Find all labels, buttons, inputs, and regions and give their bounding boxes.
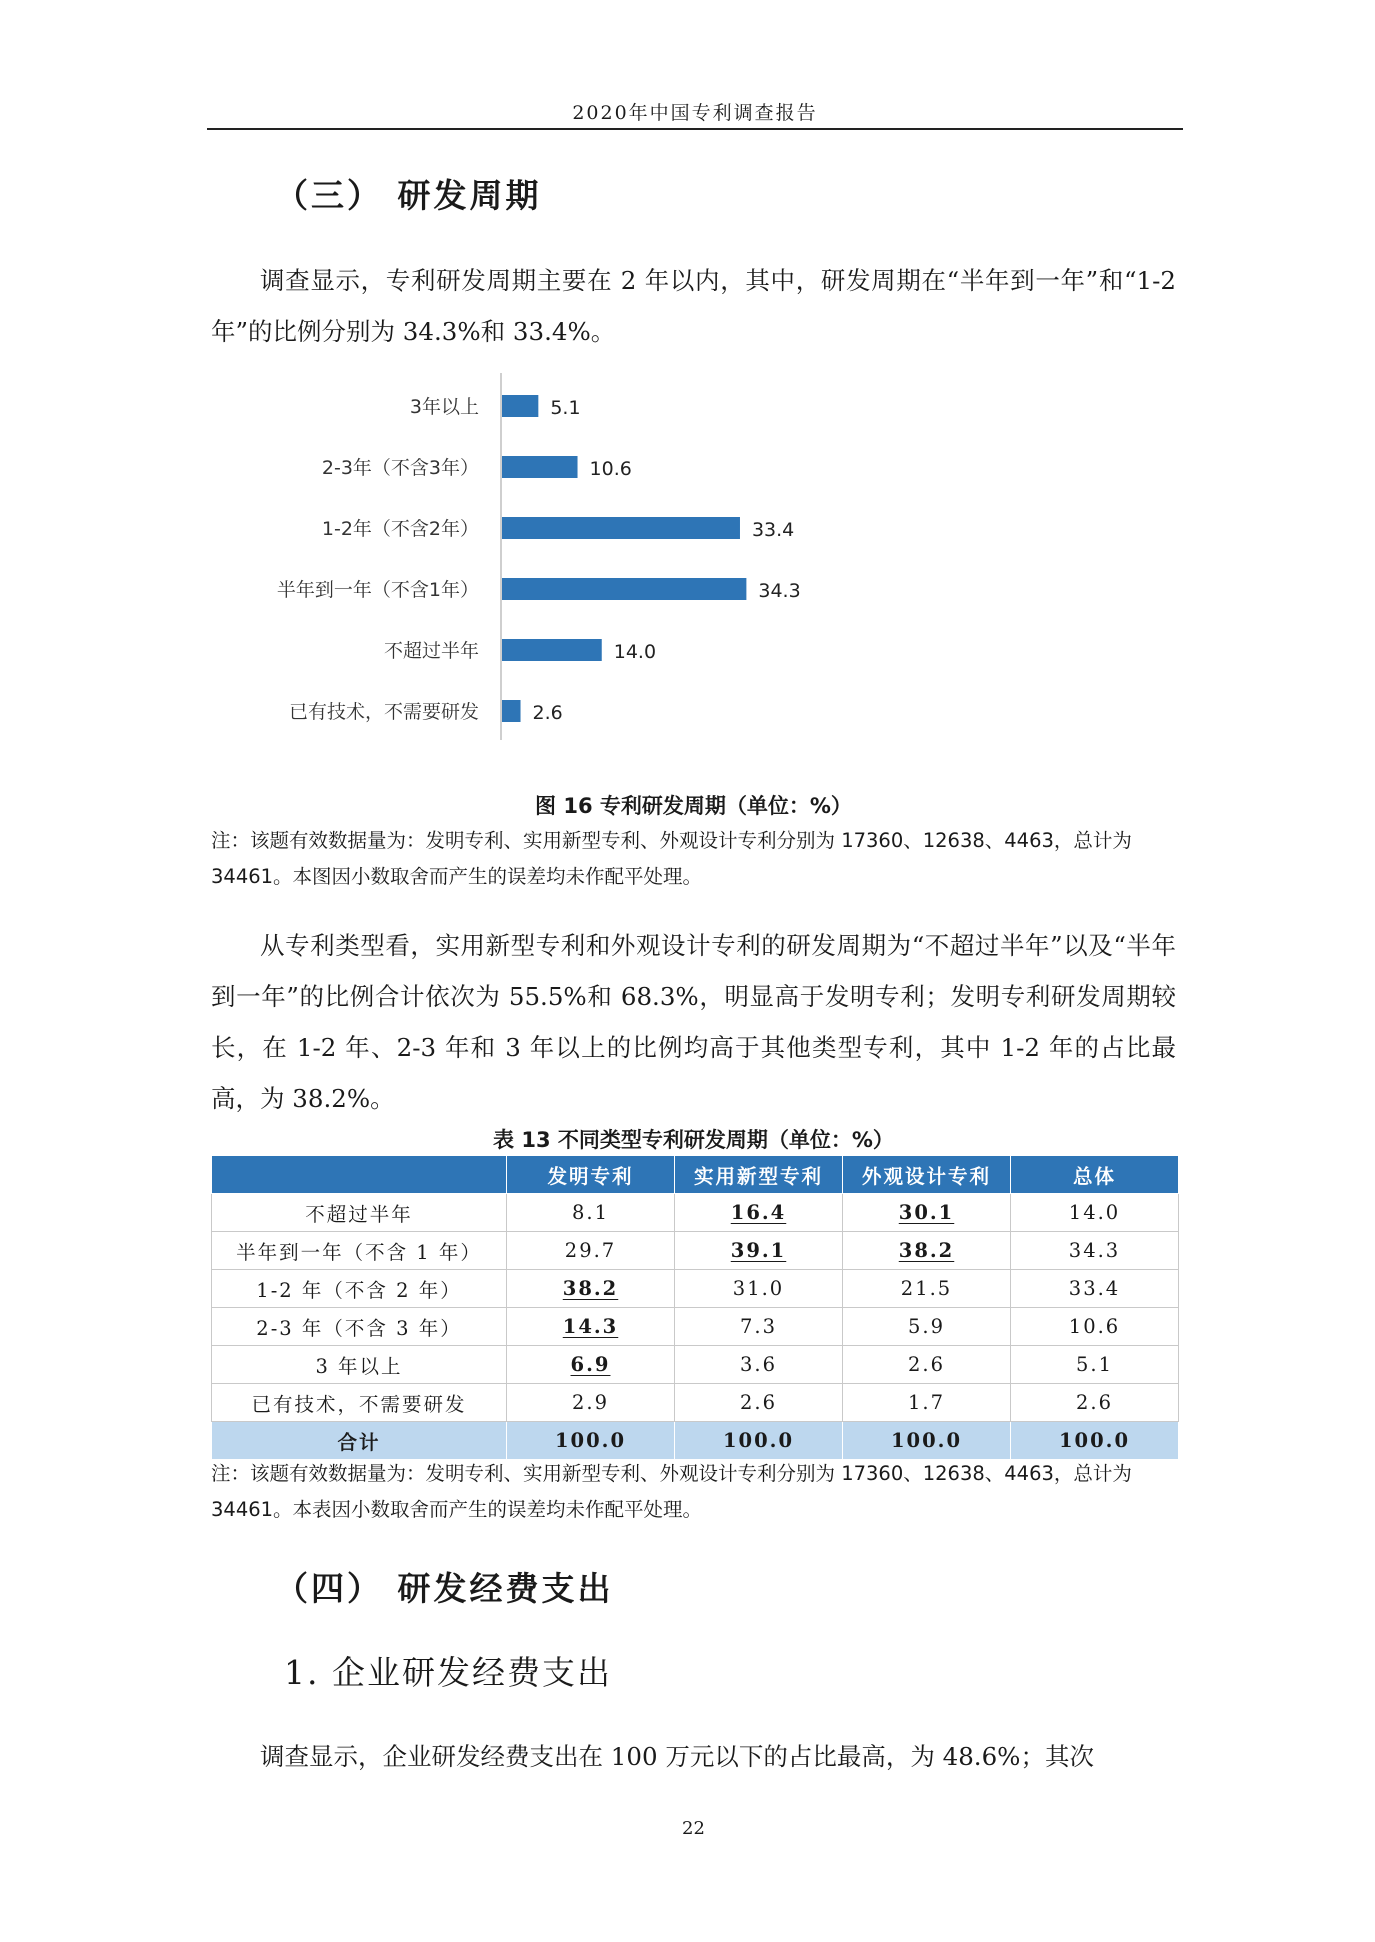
table-row-label: 已有技术，不需要研发	[212, 1384, 507, 1422]
table-cell: 100.0	[675, 1422, 843, 1460]
chart-value-label: 33.4	[751, 519, 795, 541]
table-cell: 30.1	[843, 1194, 1011, 1232]
table-cell: 5.9	[843, 1308, 1011, 1346]
table-cell: 10.6	[1011, 1308, 1179, 1346]
table-caption: 表 13 不同类型专利研发周期（单位：%）	[493, 1128, 894, 1152]
chart-category-label: 已有技术，不需要研发	[288, 701, 479, 723]
table-cell: 38.2	[843, 1232, 1011, 1270]
chart-category-label: 3年以上	[409, 396, 479, 418]
section-heading-4: （四） 研发经费支出	[275, 1569, 614, 1608]
table-header-cell: 发明专利	[507, 1156, 675, 1194]
table-header-cell: 总体	[1011, 1156, 1179, 1194]
table-header-cell: 实用新型专利	[675, 1156, 843, 1194]
table-cell: 29.7	[507, 1232, 675, 1270]
table-cell: 21.5	[843, 1270, 1011, 1308]
table-row	[212, 1346, 1179, 1384]
data-table-wrapper	[211, 1155, 1178, 1460]
page-header: 2020年中国专利调查报告	[572, 102, 818, 124]
table-header-row	[212, 1156, 1179, 1194]
table-cell: 39.1	[675, 1232, 843, 1270]
subsection-heading-1: 1. 企业研发经费支出	[284, 1653, 612, 1692]
table-cell: 2.9	[507, 1384, 675, 1422]
chart-category-label: 2-3年（不含3年）	[321, 457, 479, 479]
table-row	[212, 1384, 1179, 1422]
table-cell: 14.3	[507, 1308, 675, 1346]
table-cell: 7.3	[675, 1308, 843, 1346]
table-cell: 2.6	[1011, 1384, 1179, 1422]
section-heading-3: （三） 研发周期	[275, 176, 542, 215]
table-cell: 33.4	[1011, 1270, 1179, 1308]
chart-bar	[502, 395, 538, 417]
table-cell: 38.2	[507, 1270, 675, 1308]
paragraph-analysis: 从专利类型看，实用新型专利和外观设计专利的研发周期为“不超过半年”以及“半年到一年”的比例合计依次为 55.5%和 68.3%，明显高于发明专利；发明专利研发周期较长，在 1-2 年、2-3 年和 3 年以上的比例均高于其他类型专利，其中 1-2 年的占比最高，为 38.2%。	[211, 931, 1176, 1113]
table-row	[212, 1194, 1179, 1232]
chart-bar	[502, 700, 521, 722]
chart-svg	[211, 368, 811, 748]
chart-bar	[502, 639, 602, 661]
table-cell: 3.6	[675, 1346, 843, 1384]
table-cell: 100.0	[843, 1422, 1011, 1460]
data-table	[211, 1155, 1179, 1460]
chart-value-label: 5.1	[550, 397, 581, 419]
table-cell: 14.0	[1011, 1194, 1179, 1232]
table-row-label: 半年到一年（不含 1 年）	[212, 1232, 507, 1270]
chart-value-label: 14.0	[613, 641, 657, 663]
chart-value-label: 34.3	[758, 580, 801, 602]
table-cell: 100.0	[1011, 1422, 1179, 1460]
table-row-label: 3 年以上	[212, 1346, 507, 1384]
chart-value-label: 10.6	[589, 458, 632, 480]
chart-bar	[502, 578, 746, 600]
chart-value-label: 2.6	[532, 702, 563, 724]
table-header-cell: 外观设计专利	[843, 1156, 1011, 1194]
table-row	[212, 1270, 1179, 1308]
chart-category-label: 半年到一年（不含1年）	[276, 579, 479, 601]
table-row-label: 2-3 年（不含 3 年）	[212, 1308, 507, 1346]
table-cell: 31.0	[675, 1270, 843, 1308]
table-row-label: 1-2 年（不含 2 年）	[212, 1270, 507, 1308]
table-row	[212, 1308, 1179, 1346]
table-row-label: 不超过半年	[212, 1194, 507, 1232]
table-cell: 8.1	[507, 1194, 675, 1232]
figure-note: 注：该题有效数据量为：发明专利、实用新型专利、外观设计专利分别为 17360、12638、4463，总计为 34461。本图因小数取舍而产生的误差均未作配平处理。	[211, 829, 1132, 888]
chart-bar	[502, 517, 740, 539]
table-row-label: 合计	[212, 1422, 507, 1460]
table-header-cell	[212, 1156, 507, 1194]
table-total-row	[212, 1422, 1179, 1460]
table-body	[212, 1194, 1179, 1460]
table-cell: 100.0	[507, 1422, 675, 1460]
chart-bar	[502, 456, 578, 478]
table-note: 注：该题有效数据量为：发明专利、实用新型专利、外观设计专利分别为 17360、12638、4463，总计为 34461。本表因小数取舍而产生的误差均未作配平处理。	[211, 1462, 1132, 1521]
figure-caption: 图 16 专利研发周期（单位：%）	[535, 794, 852, 818]
chart-category-label: 1-2年（不含2年）	[321, 518, 479, 540]
table-cell: 16.4	[675, 1194, 843, 1232]
table-cell: 34.3	[1011, 1232, 1179, 1270]
table-cell: 5.1	[1011, 1346, 1179, 1384]
table-cell: 1.7	[843, 1384, 1011, 1422]
header-rule	[207, 128, 1183, 130]
table-cell: 2.6	[843, 1346, 1011, 1384]
table-cell: 6.9	[507, 1346, 675, 1384]
bar-chart	[211, 368, 811, 748]
table-cell: 2.6	[675, 1384, 843, 1422]
table-row	[212, 1232, 1179, 1270]
page-number: 22	[682, 1818, 705, 1839]
paragraph-rd-expense: 调查显示，企业研发经费支出在 100 万元以下的占比最高，为 48.6%；其次	[260, 1742, 1094, 1771]
paragraph-intro: 调查显示，专利研发周期主要在 2 年以内，其中，研发周期在“半年到一年”和“1-2 年”的比例分别为 34.3%和 33.4%。	[211, 266, 1176, 346]
chart-category-label: 不超过半年	[383, 640, 479, 662]
